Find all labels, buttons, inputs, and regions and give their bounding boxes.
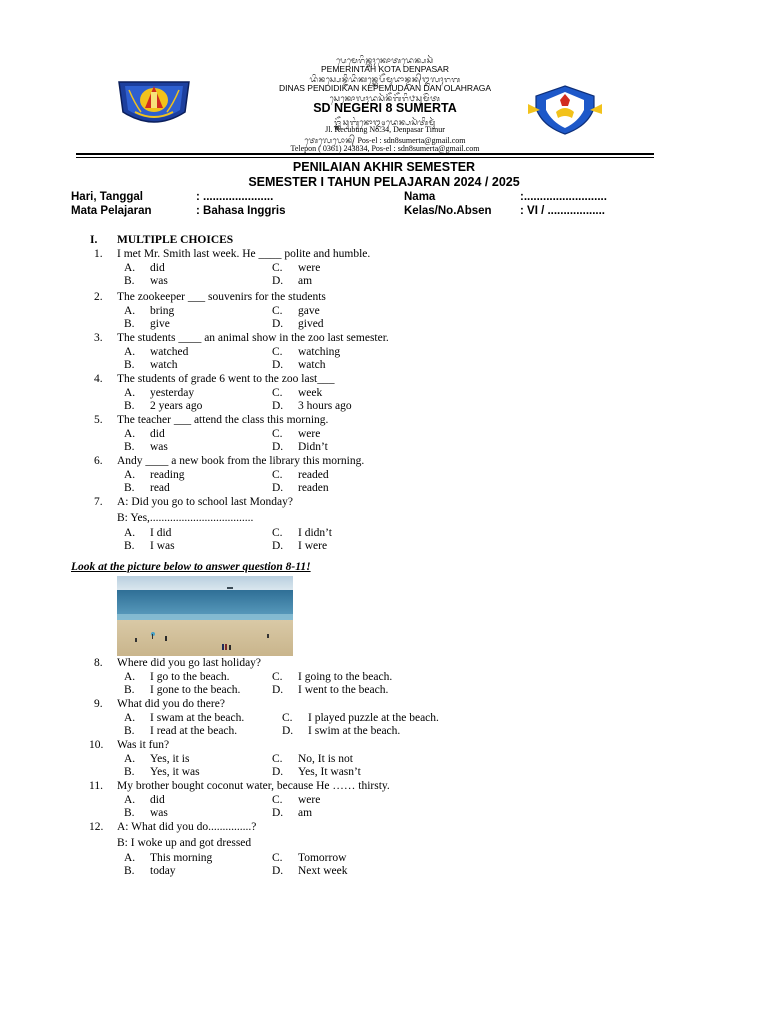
- option-a[interactable]: [124, 852, 212, 864]
- question-number: 1.: [94, 248, 103, 260]
- option-letter: A.: [124, 712, 136, 724]
- header-contact-1: ᬢᬾᬮᬾᬧᭀᬦ᭄ Pos-el : sdn8sumerta@gmail.com: [304, 136, 466, 145]
- header-address: Jl. Kecubung No.34, Denpasar Timur: [325, 125, 445, 134]
- question-number: 7.: [94, 496, 103, 508]
- option-letter: C.: [272, 262, 283, 274]
- option-d[interactable]: [272, 766, 361, 778]
- option-letter: B.: [124, 725, 135, 737]
- option-d[interactable]: [272, 441, 328, 453]
- option-letter: D.: [272, 766, 284, 778]
- option-text: I went to the beach.: [298, 684, 389, 696]
- option-letter: B.: [124, 359, 135, 371]
- option-letter: A.: [124, 852, 136, 864]
- option-text: Tomorrow: [298, 852, 347, 864]
- option-letter: D.: [272, 482, 284, 494]
- option-c[interactable]: [272, 852, 346, 864]
- beach-photo: [117, 576, 293, 656]
- option-letter: B.: [124, 766, 135, 778]
- option-c[interactable]: [272, 527, 332, 539]
- option-text: I gone to the beach.: [150, 684, 241, 696]
- option-text: bring: [150, 305, 175, 317]
- option-text: No, It is not: [298, 753, 353, 765]
- option-b[interactable]: [124, 766, 200, 778]
- option-letter: D.: [272, 275, 284, 287]
- option-c[interactable]: [272, 671, 392, 683]
- mata-pelajaran-label: Mata Pelajaran: [71, 205, 152, 217]
- option-d[interactable]: [272, 359, 325, 371]
- option-letter: C.: [272, 671, 283, 683]
- question-number: 11.: [89, 780, 103, 792]
- option-letter: D.: [272, 540, 284, 552]
- option-letter: C.: [272, 753, 283, 765]
- option-letter: C.: [272, 428, 283, 440]
- option-b[interactable]: [124, 725, 237, 737]
- option-letter: B.: [124, 400, 135, 412]
- option-c[interactable]: [272, 346, 340, 358]
- hari-tanggal-label: Hari, Tanggal: [71, 191, 143, 203]
- option-d[interactable]: [272, 865, 348, 877]
- question-text: The teacher ___ attend the class this morning.: [117, 414, 329, 426]
- option-letter: D.: [282, 725, 294, 737]
- question-text: Was it fun?: [117, 739, 170, 751]
- option-text: was: [150, 807, 168, 819]
- option-a[interactable]: [124, 469, 184, 481]
- option-text: read: [150, 482, 170, 494]
- option-letter: A.: [124, 753, 136, 765]
- exam-subtitle: SEMESTER I TAHUN PELAJARAN 2024 / 2025: [248, 175, 520, 189]
- option-letter: B.: [124, 540, 135, 552]
- option-text: I read at the beach.: [150, 725, 238, 737]
- picture-instruction: Look at the picture below to answer question 8-11!: [71, 561, 311, 573]
- section-title: MULTIPLE CHOICES: [117, 234, 234, 246]
- option-b[interactable]: [124, 400, 202, 412]
- option-letter: A.: [124, 671, 136, 683]
- option-letter: D.: [272, 684, 284, 696]
- option-b[interactable]: [124, 684, 240, 696]
- option-letter: C.: [272, 387, 283, 399]
- option-text: week: [298, 387, 323, 399]
- question-text: Andy ____ a new book from the library this morning.: [117, 455, 365, 467]
- option-c[interactable]: [272, 428, 320, 440]
- option-a[interactable]: [124, 305, 174, 317]
- option-letter: C.: [272, 346, 283, 358]
- option-text: I was: [150, 540, 175, 552]
- option-letter: C.: [282, 712, 293, 724]
- option-b[interactable]: [124, 865, 176, 877]
- option-letter: C.: [272, 794, 283, 806]
- option-a[interactable]: [124, 794, 165, 806]
- option-text: readen: [298, 482, 329, 494]
- question-text: A: Did you go to school last Monday?: [117, 496, 293, 508]
- option-letter: A.: [124, 262, 136, 274]
- exam-title: PENILAIAN AKHIR SEMESTER: [292, 160, 476, 174]
- option-letter: B.: [124, 275, 135, 287]
- option-text: am: [298, 275, 313, 287]
- option-text: give: [150, 318, 170, 330]
- option-letter: D.: [272, 865, 284, 877]
- option-letter: B.: [124, 441, 135, 453]
- option-text: did: [150, 794, 165, 806]
- option-d[interactable]: [272, 807, 312, 819]
- option-text: reading: [150, 469, 185, 481]
- option-letter: A.: [124, 428, 136, 440]
- header-balinese-line-4: ᬚ᭄ᬮ᭄ᬓᭂᬘᬸᬩᬸᬂᬦᭀ᭓᭔ᬤᬾᬦ᭄ᬧᬲᬃᬢᬶᬫᬸᬃ: [334, 118, 436, 127]
- option-text: were: [298, 262, 321, 274]
- option-c[interactable]: [282, 712, 439, 724]
- option-text: watched: [150, 346, 189, 358]
- option-text: Next week: [298, 865, 348, 877]
- option-letter: A.: [124, 794, 136, 806]
- option-a[interactable]: [124, 262, 165, 274]
- option-text: 3 hours ago: [298, 400, 352, 412]
- nama-label: Nama: [404, 191, 436, 203]
- option-letter: D.: [272, 807, 284, 819]
- option-text: today: [150, 865, 176, 877]
- question-text: The students ____ an animal show in the zoo last semester.: [117, 332, 389, 344]
- hari-tanggal-field[interactable]: : ......................: [196, 191, 274, 203]
- option-d[interactable]: [272, 684, 388, 696]
- question-text: What did you do there?: [117, 698, 225, 710]
- mata-pelajaran-value: : Bahasa Inggris: [196, 205, 286, 217]
- option-text: I going to the beach.: [298, 671, 393, 683]
- option-text: I go to the beach.: [150, 671, 230, 683]
- option-text: 2 years ago: [150, 400, 203, 412]
- option-letter: C.: [272, 469, 283, 481]
- option-letter: C.: [272, 527, 283, 539]
- option-b[interactable]: [124, 275, 168, 287]
- option-text: Yes, it is: [150, 753, 190, 765]
- option-d[interactable]: [272, 400, 352, 412]
- question-number: 8.: [94, 657, 103, 669]
- option-text: I swim at the beach.: [308, 725, 401, 737]
- option-b[interactable]: [124, 359, 177, 371]
- option-letter: B.: [124, 482, 135, 494]
- header-divider-thin: [76, 157, 654, 158]
- beach-scene-image: [117, 576, 293, 656]
- question-text: My brother bought coconut water, because He …… thirsty.: [117, 780, 390, 792]
- option-letter: B.: [124, 865, 135, 877]
- option-c[interactable]: [272, 469, 329, 481]
- option-text: This morning: [150, 852, 213, 864]
- option-d[interactable]: [282, 725, 400, 737]
- header-government: PEMERINTAH KOTA DENPASAR: [321, 64, 449, 74]
- option-b[interactable]: [124, 482, 170, 494]
- question-text: The students of grade 6 went to the zoo last___: [117, 373, 335, 385]
- option-text: gave: [298, 305, 320, 317]
- header-contact-2: Telepon ( 0361) 243834, Pos-el : sdn8sumerta@gmail.com: [290, 144, 480, 153]
- question-number: 2.: [94, 291, 103, 303]
- question-number: 3.: [94, 332, 103, 344]
- option-a[interactable]: [124, 527, 171, 539]
- option-text: were: [298, 428, 321, 440]
- option-text: did: [150, 428, 165, 440]
- option-text: Yes, It wasn’t: [298, 766, 361, 778]
- header-balinese-line-2: ᬤᬶᬦᬲ᭄ᬧᬾᬦ᭄ᬤᬶᬤᬶᬓᬦ᭄ᬓᬾᬧᭂᬫᬸᬤᬵᬦ᭄ᬤᬦ᭄ᬑᬮᬄᬭᬕ: [309, 75, 461, 84]
- option-text: was: [150, 441, 168, 453]
- option-letter: A.: [124, 346, 136, 358]
- option-c[interactable]: [272, 262, 320, 274]
- option-c[interactable]: [272, 753, 353, 765]
- option-letter: A.: [124, 527, 136, 539]
- question-number: 4.: [94, 373, 103, 385]
- option-text: I were: [298, 540, 328, 552]
- option-c[interactable]: [272, 387, 322, 399]
- header-balinese-line-5: ᬢᬾᬮᬾᬧᭀᬦ᭄: [304, 136, 356, 145]
- option-letter: D.: [272, 441, 284, 453]
- option-d[interactable]: [272, 275, 312, 287]
- option-b[interactable]: [124, 807, 168, 819]
- option-a[interactable]: [124, 428, 165, 440]
- option-text: readed: [298, 469, 329, 481]
- denpasar-city-emblem-icon: [115, 78, 193, 130]
- header-school-name: SD NEGERI 8 SUMERTA: [313, 101, 457, 115]
- option-letter: C.: [272, 305, 283, 317]
- option-b[interactable]: [124, 318, 170, 330]
- option-letter: A.: [124, 387, 136, 399]
- option-letter: A.: [124, 469, 136, 481]
- question-number: 10.: [89, 739, 104, 751]
- option-letter: B.: [124, 684, 135, 696]
- option-text: I didn’t: [298, 527, 332, 539]
- option-d[interactable]: [272, 482, 329, 494]
- option-text: did: [150, 262, 165, 274]
- question-text: A: What did you do...............?: [117, 821, 257, 833]
- question-text: Where did you go last holiday?: [117, 657, 262, 669]
- option-text: watching: [298, 346, 341, 358]
- header-dinas: DINAS PENDIDIKAN KEPEMUDAAN DAN OLAHRAGA: [278, 83, 492, 93]
- option-letter: C.: [272, 852, 283, 864]
- option-text: gived: [298, 318, 324, 330]
- option-letter: B.: [124, 318, 135, 330]
- option-b[interactable]: [124, 540, 175, 552]
- option-text: I did: [150, 527, 172, 539]
- option-d[interactable]: [272, 540, 327, 552]
- option-letter: B.: [124, 807, 135, 819]
- option-text: were: [298, 794, 321, 806]
- question-number: 6.: [94, 455, 103, 467]
- option-text: Yes, it was: [150, 766, 200, 778]
- option-letter: D.: [272, 359, 284, 371]
- option-b[interactable]: [124, 441, 168, 453]
- option-a[interactable]: [124, 712, 244, 724]
- question-number: 12.: [89, 821, 104, 833]
- question-text-2: B: I woke up and got dressed: [117, 837, 252, 849]
- option-letter: D.: [272, 400, 284, 412]
- option-c[interactable]: [272, 794, 320, 806]
- question-number: 9.: [94, 698, 103, 710]
- option-a[interactable]: [124, 387, 194, 399]
- question-number: 5.: [94, 414, 103, 426]
- option-text: I swam at the beach.: [150, 712, 245, 724]
- option-text: I played puzzle at the beach.: [308, 712, 439, 724]
- question-text: The zookeeper ___ souvenirs for the students: [117, 291, 326, 303]
- option-text: am: [298, 807, 313, 819]
- section-number: I.: [90, 234, 98, 246]
- header-balinese-line-1: ᬧᬾᬫᬾᬭᬶᬦ᭄ᬢᬄᬓᭀᬢᬤᬾᬦ᭄ᬧᬲᬃ: [336, 56, 434, 65]
- kelas-absen-field[interactable]: : VI / ..................: [520, 205, 605, 217]
- option-text: watch: [298, 359, 326, 371]
- question-text-2: B: Yes,....................................: [117, 512, 254, 524]
- option-c[interactable]: [272, 305, 320, 317]
- option-letter: A.: [124, 305, 136, 317]
- option-letter: D.: [272, 318, 284, 330]
- kelas-absen-label: Kelas/No.Absen: [404, 205, 492, 217]
- nama-field[interactable]: :..........................: [520, 191, 607, 203]
- header-balinese-line-3: ᬲᬾᬓᭀᬮᬄᬤᬲᬃᬦᭂᬕᭂᬭᬶ᭘ᬲᬸᬫᭂᬃᬢ: [329, 94, 441, 103]
- option-text: was: [150, 275, 168, 287]
- question-text: I met Mr. Smith last week. He ____ polite and humble.: [117, 248, 371, 260]
- option-a[interactable]: [124, 753, 189, 765]
- option-text: yesterday: [150, 387, 195, 399]
- option-text: watch: [150, 359, 178, 371]
- option-text: Didn’t: [298, 441, 328, 453]
- header-divider-thick: [76, 153, 654, 155]
- option-d[interactable]: [272, 318, 324, 330]
- option-a[interactable]: [124, 671, 230, 683]
- option-a[interactable]: [124, 346, 188, 358]
